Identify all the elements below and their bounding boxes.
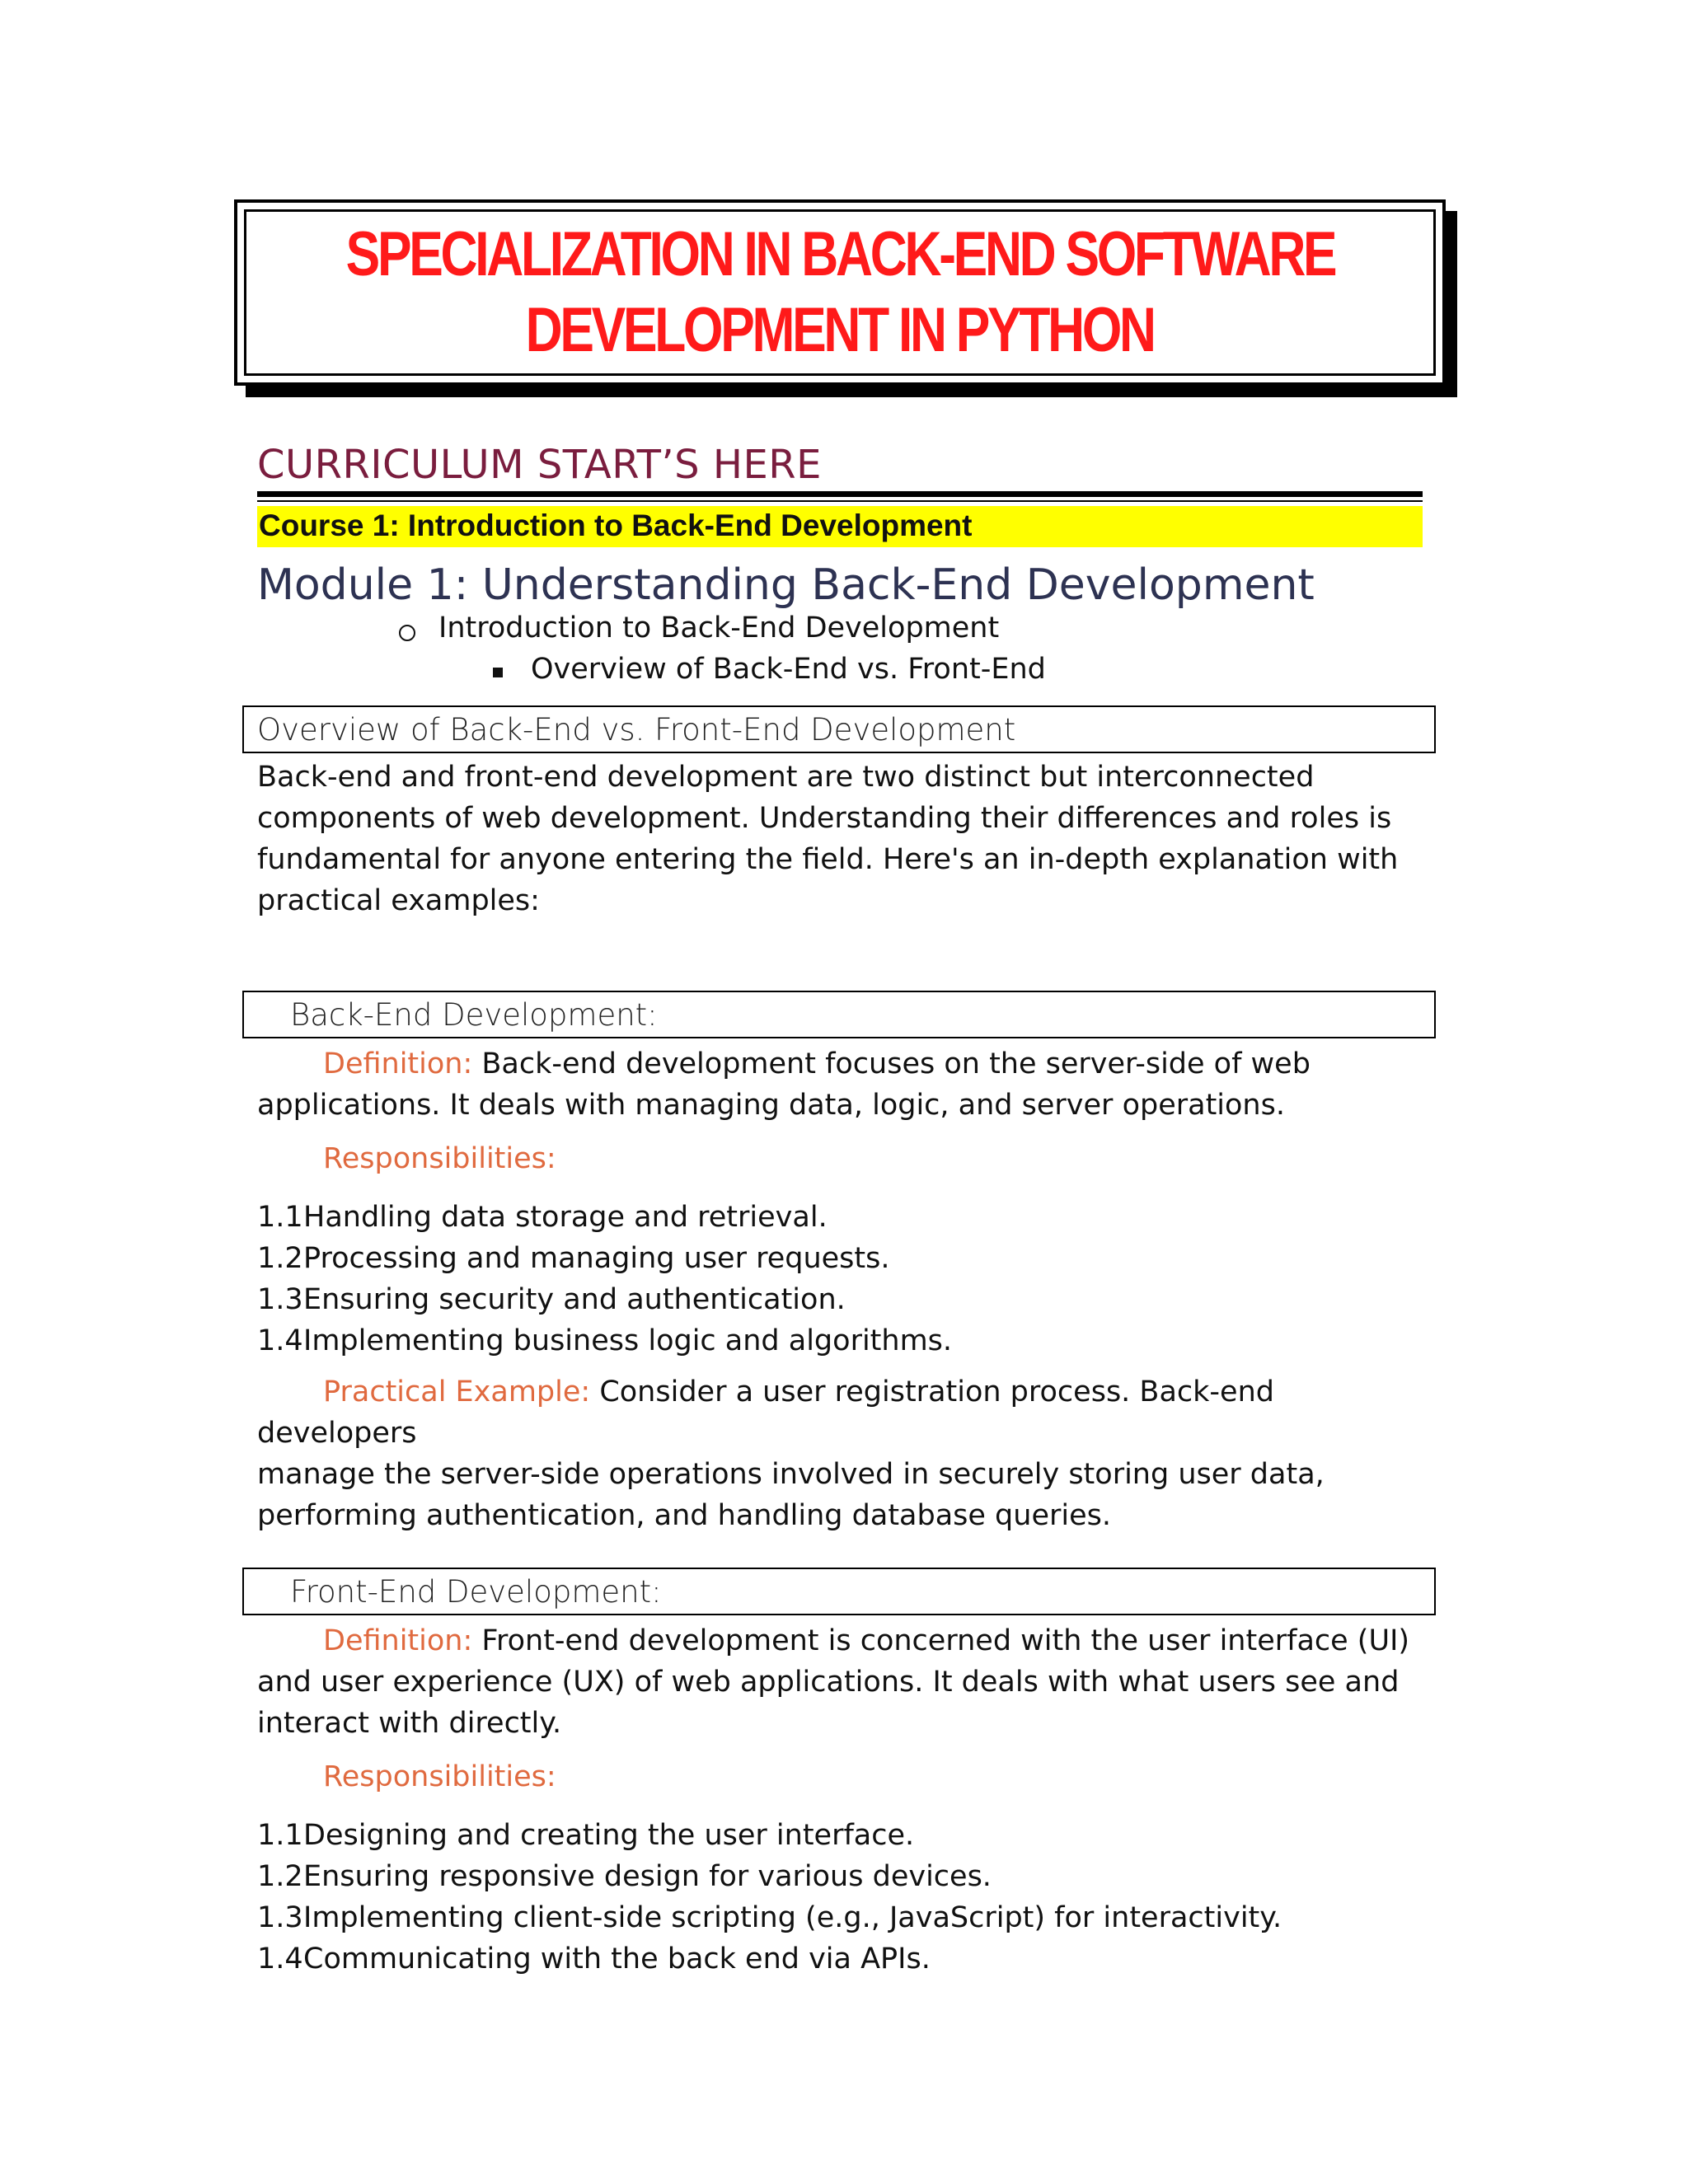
backend-example-label: Practical Example:	[323, 1376, 591, 1408]
backend-definition-text-2: applications. It deals with managing data, logic, and server operations.	[257, 1089, 1285, 1122]
hollow-circle-bullet-icon	[399, 625, 415, 641]
overview-line: fundamental for anyone entering the field. Here's an in-depth explanation with	[257, 843, 1399, 876]
overview-line: practical examples:	[257, 884, 540, 917]
title-box	[234, 199, 1446, 386]
document-title-line-2: DEVELOPMENT IN PYTHON	[525, 295, 1155, 365]
backend-responsibilities-list	[257, 1197, 952, 1361]
backend-example	[257, 1371, 1428, 1536]
list-number: 1.3	[257, 1283, 303, 1316]
overview-section-header	[242, 705, 1436, 753]
list-number: 1.2	[257, 1242, 303, 1275]
module-heading: Module 1: Understanding Back-End Development	[257, 560, 1315, 610]
list-text: Ensuring responsive design for various devices.	[303, 1860, 992, 1893]
backend-definition-label: Definition:	[323, 1047, 473, 1080]
list-item	[257, 1815, 1282, 1856]
title-banner	[234, 199, 1446, 386]
list-text: Handling data storage and retrieval.	[303, 1201, 828, 1234]
list-item	[257, 1238, 952, 1279]
list-number: 1.2	[257, 1860, 303, 1893]
overview-paragraph	[257, 757, 1428, 921]
frontend-responsibilities-list	[257, 1815, 1282, 1980]
backend-section-title: Back-End Development:	[290, 997, 658, 1033]
list-text: Implementing client-side scripting (e.g., JavaScript) for interactivity.	[303, 1901, 1282, 1934]
course-heading: Course 1: Introduction to Back-End Development	[259, 509, 973, 542]
overview-line: components of web development. Understanding their differences and roles is	[257, 802, 1392, 835]
outline-item-level-1: Introduction to Back-End Development	[438, 612, 1000, 644]
square-bullet-icon	[493, 668, 503, 677]
list-text: Ensuring security and authentication.	[303, 1283, 846, 1316]
backend-example-text-2: manage the server-side operations involved in securely storing user data,	[257, 1458, 1325, 1491]
list-number: 1.3	[257, 1901, 303, 1934]
outline-item-level-2: Overview of Back-End vs. Front-End	[531, 653, 1046, 686]
list-text: Designing and creating the user interface.	[303, 1819, 915, 1852]
list-text: Communicating with the back end via APIs.	[303, 1943, 931, 1975]
backend-section-header	[242, 991, 1436, 1038]
backend-definition-text-1: Back-end development focuses on the server-side of web	[472, 1047, 1311, 1080]
frontend-definition-text-1: Front-end development is concerned with the user interface (UI)	[472, 1624, 1410, 1657]
list-item	[257, 1279, 952, 1320]
list-item	[257, 1197, 952, 1238]
frontend-definition-label: Definition:	[323, 1624, 473, 1657]
list-number: 1.4	[257, 1324, 303, 1357]
frontend-section-title: Front-End Development:	[290, 1574, 662, 1610]
heading-rule-thick	[257, 491, 1423, 497]
list-number: 1.1	[257, 1819, 303, 1852]
backend-example-text-1: Consider a user registration process. Back-end developers	[257, 1376, 1274, 1450]
overview-section-title: Overview of Back-End vs. Front-End Development	[257, 712, 1016, 748]
list-text: Implementing business logic and algorithms.	[303, 1324, 953, 1357]
frontend-definition-text-3: interact with directly.	[257, 1707, 562, 1740]
list-text: Processing and managing user requests.	[303, 1242, 890, 1275]
frontend-responsibilities-label: Responsibilities:	[323, 1760, 556, 1793]
list-item	[257, 1897, 1282, 1938]
list-item	[257, 1938, 1282, 1980]
frontend-definition-text-2: and user experience (UX) of web applications. It deals with what users see and	[257, 1666, 1400, 1699]
list-number: 1.1	[257, 1201, 303, 1234]
document-title-line-1: SPECIALIZATION IN BACK-END SOFTWARE	[345, 219, 1334, 289]
list-item	[257, 1856, 1282, 1897]
curriculum-heading: CURRICULUM START’S HERE	[257, 442, 822, 488]
backend-example-text-3: performing authentication, and handling database queries.	[257, 1499, 1111, 1532]
list-number: 1.4	[257, 1943, 303, 1975]
list-item	[257, 1320, 952, 1361]
title-inner-frame	[244, 209, 1436, 376]
heading-rule-thin	[257, 500, 1423, 502]
frontend-section-header	[242, 1568, 1436, 1615]
backend-definition	[257, 1043, 1428, 1126]
frontend-definition	[257, 1620, 1428, 1744]
backend-responsibilities-label: Responsibilities:	[323, 1142, 556, 1175]
overview-line: Back-end and front-end development are two distinct but interconnected	[257, 761, 1315, 794]
